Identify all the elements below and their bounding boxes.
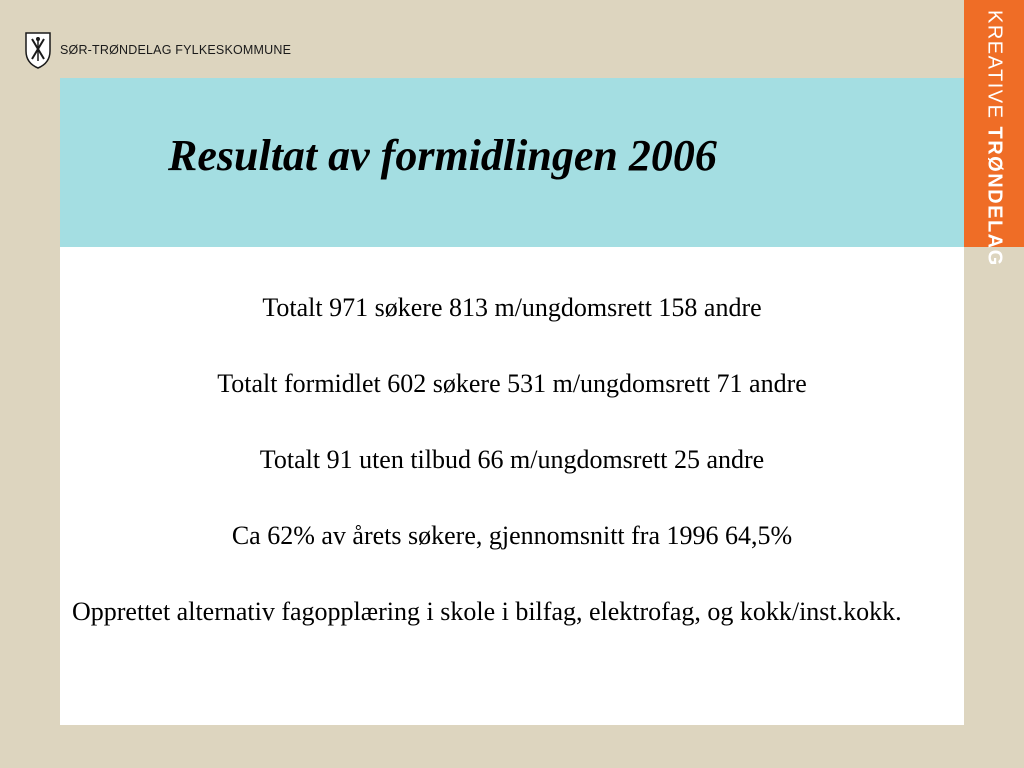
brand-tab (964, 0, 1024, 267)
brand-word-bold: TRØNDELAG (983, 126, 1006, 267)
content-area (60, 247, 964, 725)
brand-wordmark (983, 10, 1006, 267)
county-crest-icon (24, 31, 52, 69)
content-line-placed: Totalt formidlet 602 søkere 531 m/ungdomsrett 71 andre (217, 369, 807, 398)
content-line-percentage: Ca 62% av årets søkere, gjennomsnitt fra 1996 64,5% (231, 521, 793, 550)
brand-word-light: KREATIVE (983, 10, 1006, 120)
slide-title: Resultat av formidlingen 2006 (168, 131, 717, 180)
title-band (60, 78, 964, 247)
organization-logo (24, 30, 291, 70)
content-line-without-offer: Totalt 91 uten tilbud 66 m/ungdomsrett 25 andre (259, 445, 765, 474)
organization-name: SØR-TRØNDELAG FYLKESKOMMUNE (60, 43, 292, 57)
content-line-total-applicants: Totalt 971 søkere 813 m/ungdomsrett 158 andre (262, 293, 762, 322)
content-paragraph: Opprettet alternativ fagopplæring i skole i bilfag, elektrofag, og kokk/inst.kokk. (72, 597, 902, 626)
